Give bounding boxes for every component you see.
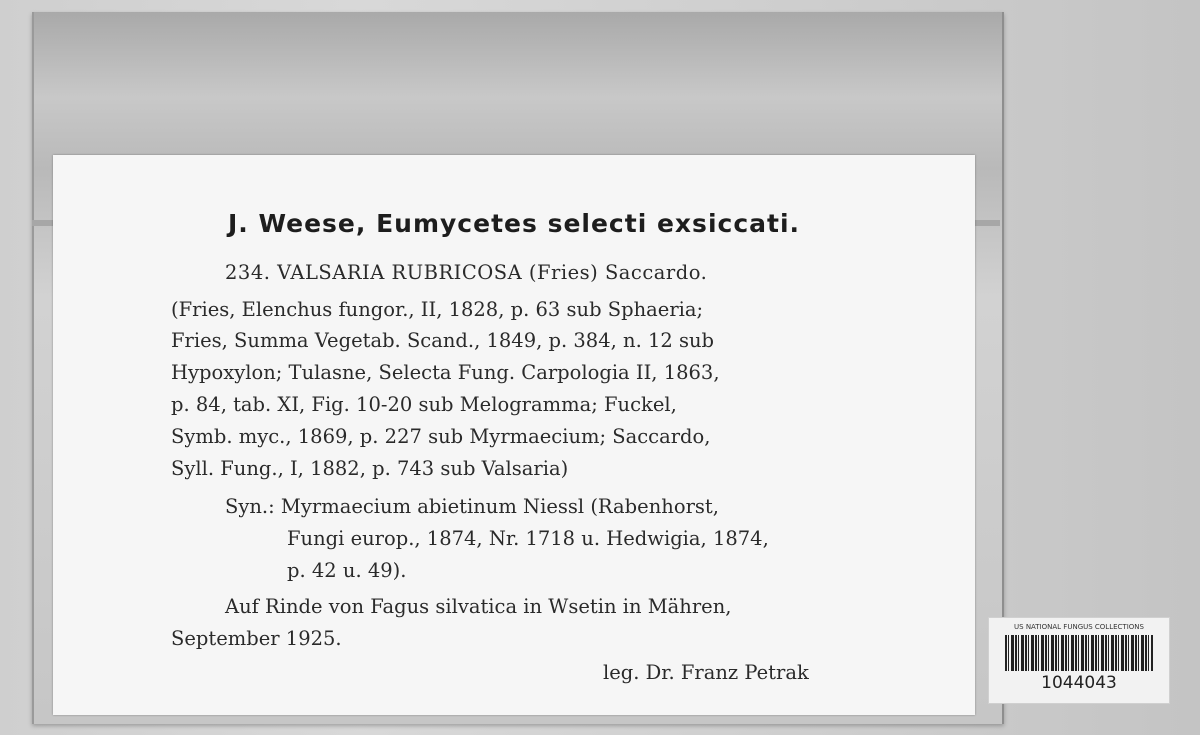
- citation-line: Symb. myc., 1869, p. 227 sub Myrmaecium; Saccardo,: [171, 425, 711, 448]
- synonym-line: p. 42 u. 49).: [287, 559, 407, 582]
- specimen-label: [53, 155, 975, 715]
- label-title: J. Weese, Eumycetes selecti exsiccati.: [227, 209, 801, 238]
- habitat-line: Auf Rinde von Fagus silvatica in Wsetin in Mähren,: [225, 595, 732, 618]
- citation-line: (Fries, Elenchus fungor., II, 1828, p. 63 sub Sphaeria;: [171, 298, 704, 321]
- barcode-label: [988, 617, 1170, 704]
- barcode-number: 1044043: [1041, 673, 1117, 693]
- barcode-header: US NATIONAL FUNGUS COLLECTIONS: [1014, 623, 1144, 631]
- habitat-line: September 1925.: [171, 627, 342, 650]
- synonym-line: Syn.: Myrmaecium abietinum Niessl (Rabenhorst,: [225, 495, 719, 518]
- citation-line: p. 84, tab. XI, Fig. 10-20 sub Melogramma; Fuckel,: [171, 393, 677, 416]
- collector-line: leg. Dr. Franz Petrak: [603, 661, 809, 684]
- synonym-line: Fungi europ., 1874, Nr. 1718 u. Hedwigia, 1874,: [287, 527, 769, 550]
- citation-line: Fries, Summa Vegetab. Scand., 1849, p. 384, n. 12 sub: [171, 329, 715, 352]
- citation-line: Syll. Fung., I, 1882, p. 743 sub Valsaria): [171, 457, 569, 480]
- species-heading: 234. VALSARIA RUBRICOSA (Fries) Saccardo.: [225, 261, 708, 284]
- barcode-bars: [1005, 635, 1153, 671]
- citation-line: Hypoxylon; Tulasne, Selecta Fung. Carpologia II, 1863,: [171, 361, 720, 384]
